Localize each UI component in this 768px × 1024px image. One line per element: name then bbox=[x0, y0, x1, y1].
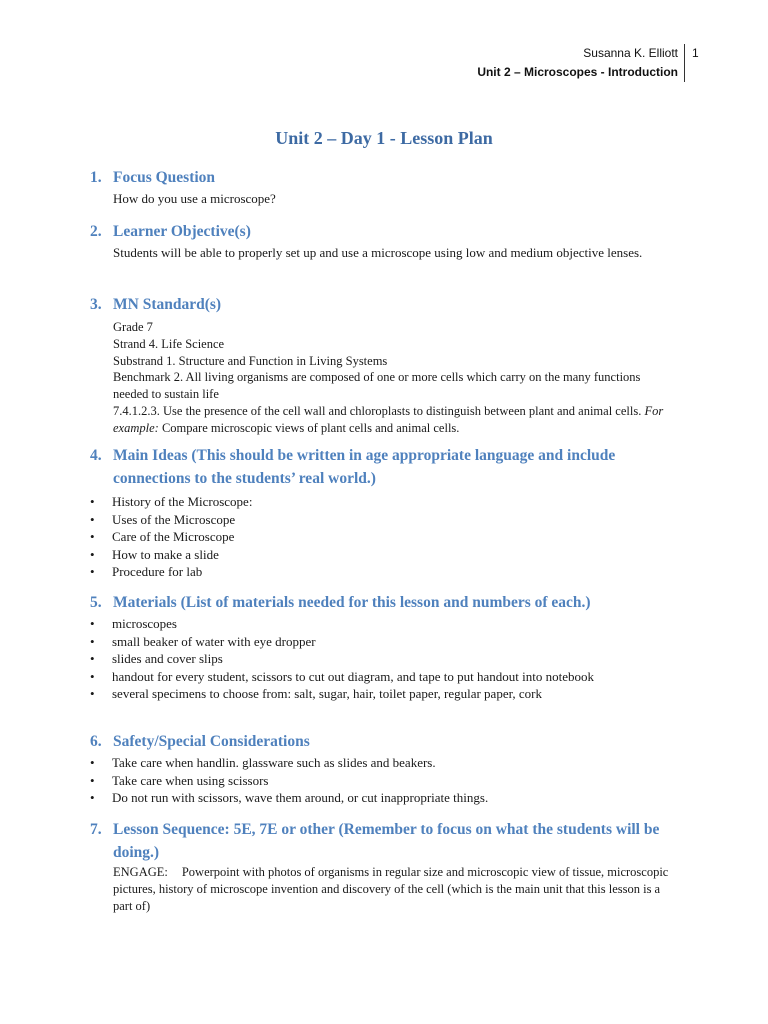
section-heading: 2. Learner Objective(s) bbox=[90, 223, 251, 240]
example-label: For example: bbox=[113, 403, 664, 435]
list-item: • several specimens to choose from: salt, sugar, hair, toilet paper, regular paper, cork bbox=[90, 686, 543, 701]
standard-substrand: Substrand 1. Structure and Function in Living Systems bbox=[113, 353, 388, 368]
standard-grade: Grade 7 bbox=[113, 320, 153, 334]
list-item: • History of the Microscope: bbox=[90, 494, 253, 509]
section-lesson-sequence bbox=[90, 818, 670, 914]
standard-code: 7.4.1.2.3. Use the presence of the cell wall and chloroplasts to distinguish between plant and animal cells. For example: Compare microscopic views of plant cells and animal cells. bbox=[113, 403, 664, 435]
list-item: • Take care when handlin. glassware such as slides and beakers. bbox=[90, 755, 436, 770]
page-number: 1 bbox=[692, 46, 699, 60]
section-mn-standards bbox=[90, 293, 670, 437]
section-learner-objectives bbox=[90, 220, 670, 262]
page-title: Unit 2 – Day 1 - Lesson Plan bbox=[275, 128, 493, 148]
list-item: • Procedure for lab bbox=[90, 564, 203, 579]
header-unit: Unit 2 – Microscopes - Introduction bbox=[477, 65, 678, 79]
section-heading: 1. Focus Question bbox=[90, 169, 216, 186]
list-item: • slides and cover slips bbox=[90, 651, 223, 666]
list-item: • Uses of the Microscope bbox=[90, 511, 236, 527]
engage-paragraph: ENGAGE: Powerpoint with photos of organisms in regular size and microscopic view of tissue, microscopic pictures, history of microscope invention and discovery of the cell (which is the main unit that this lesson is a part of) bbox=[113, 865, 669, 913]
list-item: • small beaker of water with eye dropper bbox=[90, 633, 316, 649]
section-focus-question bbox=[90, 166, 670, 208]
section-materials bbox=[90, 591, 670, 703]
section-text: Students will be able to properly set up and use a microscope using low and medium objective lenses. bbox=[113, 245, 643, 260]
standard-strand: Strand 4. Life Science bbox=[113, 336, 225, 351]
header-author: Susanna K. Elliott bbox=[583, 46, 678, 60]
materials-list bbox=[90, 615, 670, 703]
engage-label: ENGAGE: bbox=[113, 865, 168, 879]
section-safety bbox=[90, 730, 670, 807]
section-text: How do you use a microscope? bbox=[113, 191, 276, 206]
list-item: • How to make a slide bbox=[90, 546, 219, 562]
safety-list bbox=[90, 754, 670, 807]
list-item: • Do not run with scissors, wave them around, or cut inappropriate things. bbox=[90, 790, 489, 805]
page-header bbox=[477, 44, 678, 82]
list-item: • Care of the Microscope bbox=[90, 529, 235, 544]
section-main-ideas bbox=[90, 444, 670, 581]
section-heading: 5. Materials (List of materials needed for this lesson and numbers of each.) bbox=[90, 594, 591, 611]
list-item: • Take care when using scissors bbox=[90, 772, 269, 788]
list-item: • handout for every student, scissors to cut out diagram, and tape to put handout into notebook bbox=[90, 668, 594, 684]
header-divider bbox=[684, 44, 685, 82]
list-item: • microscopes bbox=[90, 616, 177, 631]
section-heading: 7. Lesson Sequence: 5E, 7E or other (Remember to focus on what the students will be doing.) bbox=[90, 821, 660, 861]
main-ideas-list bbox=[90, 493, 670, 581]
standard-benchmark: Benchmark 2. All living organisms are composed of one or more cells which carry on the many functions needed to sustain life bbox=[113, 370, 641, 402]
section-heading: 6. Safety/Special Considerations bbox=[90, 733, 310, 750]
section-heading: 3. MN Standard(s) bbox=[90, 296, 222, 313]
section-heading: 4. Main Ideas (This should be written in age appropriate language and include connections to the students’ real world.) bbox=[90, 447, 616, 487]
